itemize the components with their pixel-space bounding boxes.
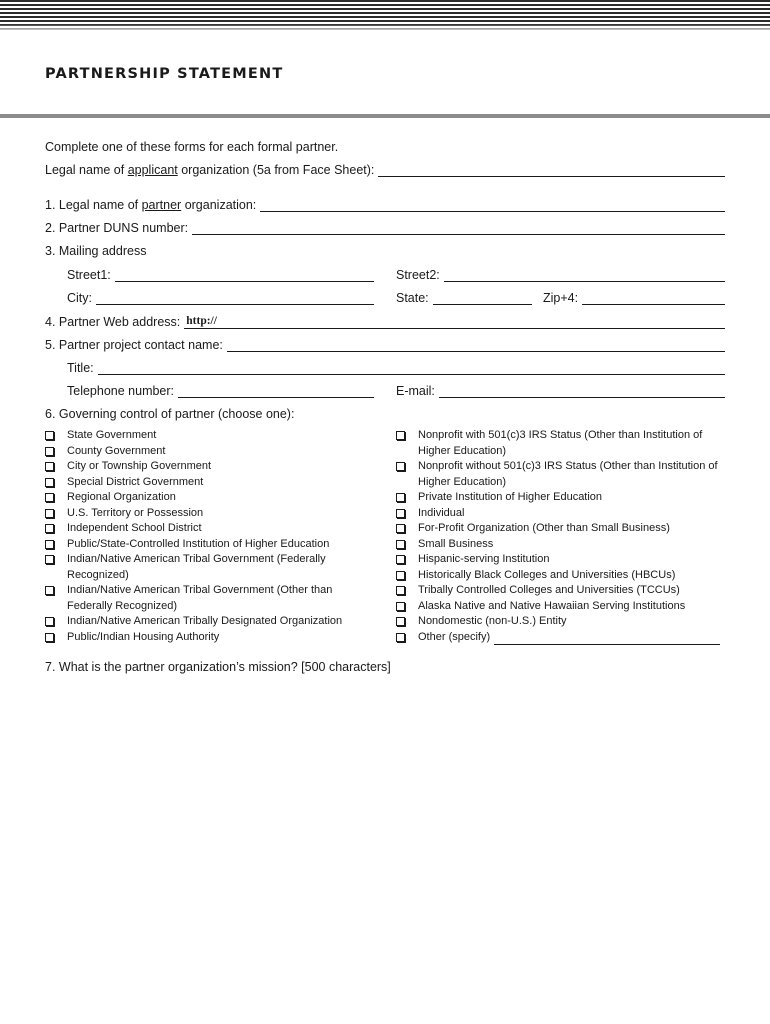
governing-options-left (45, 428, 375, 645)
zip-row: Zip+4: (543, 287, 725, 305)
checkbox[interactable] (396, 493, 405, 502)
street1-field[interactable] (115, 267, 374, 282)
checkbox[interactable] (45, 493, 54, 502)
checkbox[interactable] (396, 633, 405, 642)
governing-option[interactable] (45, 428, 375, 444)
governing-option[interactable] (396, 552, 726, 568)
applicant-name-row: Legal name of applicant organization (5a from Face Sheet): (45, 159, 725, 177)
checkbox[interactable] (45, 540, 54, 549)
option-label: Independent School District (67, 522, 202, 534)
mission-question: 7. What is the partner organization’s mission? [500 characters] (45, 660, 391, 674)
option-label: Alaska Native and Native Hawaiian Serving Institutions (418, 599, 686, 612)
telephone-field[interactable] (178, 383, 374, 398)
governing-options-right (396, 428, 726, 645)
option-label: Individual (418, 506, 465, 519)
governing-option[interactable] (396, 459, 726, 490)
city-field[interactable] (96, 290, 374, 305)
option-label: Small Business (418, 537, 494, 550)
zip-field[interactable] (582, 290, 725, 305)
option-label: Public/State-Controlled Institution of Higher Education (67, 537, 330, 550)
governing-option[interactable] (396, 428, 726, 459)
governing-option[interactable] (396, 490, 726, 506)
partner-name-field[interactable] (260, 197, 725, 212)
option-label: Other (specify) (418, 630, 491, 643)
checkbox[interactable] (45, 555, 54, 564)
checkbox[interactable] (45, 462, 54, 471)
governing-option[interactable] (45, 506, 375, 522)
checkbox[interactable] (396, 431, 405, 440)
street1-row: Street1: (67, 264, 374, 282)
checkbox[interactable] (396, 602, 405, 611)
option-label: Indian/Native American Tribally Designated Organization (67, 615, 343, 627)
title-rule (0, 114, 770, 118)
checkbox[interactable] (45, 478, 54, 487)
governing-option[interactable] (45, 490, 375, 506)
email-row: E-mail: (396, 380, 725, 398)
governing-option[interactable] (45, 630, 375, 646)
applicant-name-field[interactable] (378, 162, 725, 177)
checkbox[interactable] (45, 447, 54, 456)
telephone-row: Telephone number: (67, 380, 374, 398)
checkbox[interactable] (396, 540, 405, 549)
mailing-address-heading: 3. Mailing address (45, 244, 147, 258)
checkbox[interactable] (396, 509, 405, 518)
option-label: Special District Government (67, 475, 204, 488)
option-label: Tribally Controlled Colleges and Universities (TCCUs) (418, 584, 680, 596)
checkbox[interactable] (45, 617, 54, 626)
checkbox[interactable] (396, 524, 405, 533)
street2-row: Street2: (396, 264, 725, 282)
checkbox[interactable] (396, 462, 405, 471)
checkbox[interactable] (45, 431, 54, 440)
option-label: Nonprofit without 501(c)3 IRS Status (Other than Institution of Higher Education) (418, 460, 718, 488)
governing-option-other[interactable] (396, 630, 726, 646)
governing-control-heading: 6. Governing control of partner (choose one): (45, 407, 295, 421)
governing-option[interactable] (396, 537, 726, 553)
option-label: Nondomestic (non-U.S.) Entity (418, 615, 567, 627)
governing-option[interactable] (45, 459, 375, 475)
option-label: County Government (67, 444, 166, 457)
option-label: State Government (67, 429, 157, 441)
duns-row: 2. Partner DUNS number: (45, 217, 725, 235)
checkbox[interactable] (396, 555, 405, 564)
option-label: Regional Organization (67, 491, 176, 503)
governing-option[interactable] (45, 552, 375, 583)
option-label: Public/Indian Housing Authority (67, 630, 220, 643)
header-stripes-fade (0, 24, 770, 32)
checkbox[interactable] (396, 571, 405, 580)
checkbox[interactable] (45, 509, 54, 518)
street2-field[interactable] (444, 267, 725, 282)
governing-option[interactable] (396, 583, 726, 599)
option-label: Indian/Native American Tribal Government (Federally Recognized) (67, 553, 326, 581)
email-field[interactable] (439, 383, 725, 398)
option-label: City or Township Government (67, 460, 212, 472)
contact-title-row: Title: (67, 357, 725, 375)
governing-option[interactable] (45, 475, 375, 491)
web-address-row: 4. Partner Web address: http:// (45, 311, 725, 329)
page-title: PARTNERSHIP STATEMENT (45, 66, 284, 82)
option-label: Hispanic-serving Institution (418, 553, 550, 565)
governing-option[interactable] (45, 521, 375, 537)
city-row: City: (67, 287, 374, 305)
governing-option[interactable] (396, 599, 726, 615)
governing-option[interactable] (45, 444, 375, 460)
governing-option[interactable] (396, 506, 726, 522)
checkbox[interactable] (45, 524, 54, 533)
state-row: State: (396, 287, 532, 305)
option-label: U.S. Territory or Possession (67, 506, 204, 519)
governing-option[interactable] (45, 614, 375, 630)
duns-field[interactable] (192, 220, 725, 235)
checkbox[interactable] (396, 586, 405, 595)
intro-text: Complete one of these forms for each formal partner. (45, 140, 339, 154)
option-label: Private Institution of Higher Education (418, 491, 603, 503)
contact-name-field[interactable] (227, 337, 725, 352)
option-label: Nonprofit with 501(c)3 IRS Status (Other than Institution of Higher Education) (418, 429, 703, 457)
contact-name-row: 5. Partner project contact name: (45, 334, 725, 352)
contact-title-field[interactable] (98, 360, 725, 375)
governing-option[interactable] (396, 521, 726, 537)
web-address-field[interactable]: http:// (184, 314, 725, 329)
checkbox[interactable] (45, 586, 54, 595)
option-label: Historically Black Colleges and Universities (HBCUs) (418, 568, 676, 581)
option-label: For-Profit Organization (Other than Small Business) (418, 522, 670, 534)
option-label: Indian/Native American Tribal Government (Other than Federally Recognized) (67, 584, 333, 612)
other-specify-field[interactable] (494, 632, 720, 645)
partner-name-row: 1. Legal name of partner organization: (45, 194, 725, 212)
state-field[interactable] (433, 290, 532, 305)
governing-option[interactable] (45, 537, 375, 553)
governing-option[interactable] (396, 568, 726, 584)
governing-option[interactable] (45, 583, 375, 614)
checkbox[interactable] (45, 633, 54, 642)
checkbox[interactable] (396, 617, 405, 626)
governing-option[interactable] (396, 614, 726, 630)
